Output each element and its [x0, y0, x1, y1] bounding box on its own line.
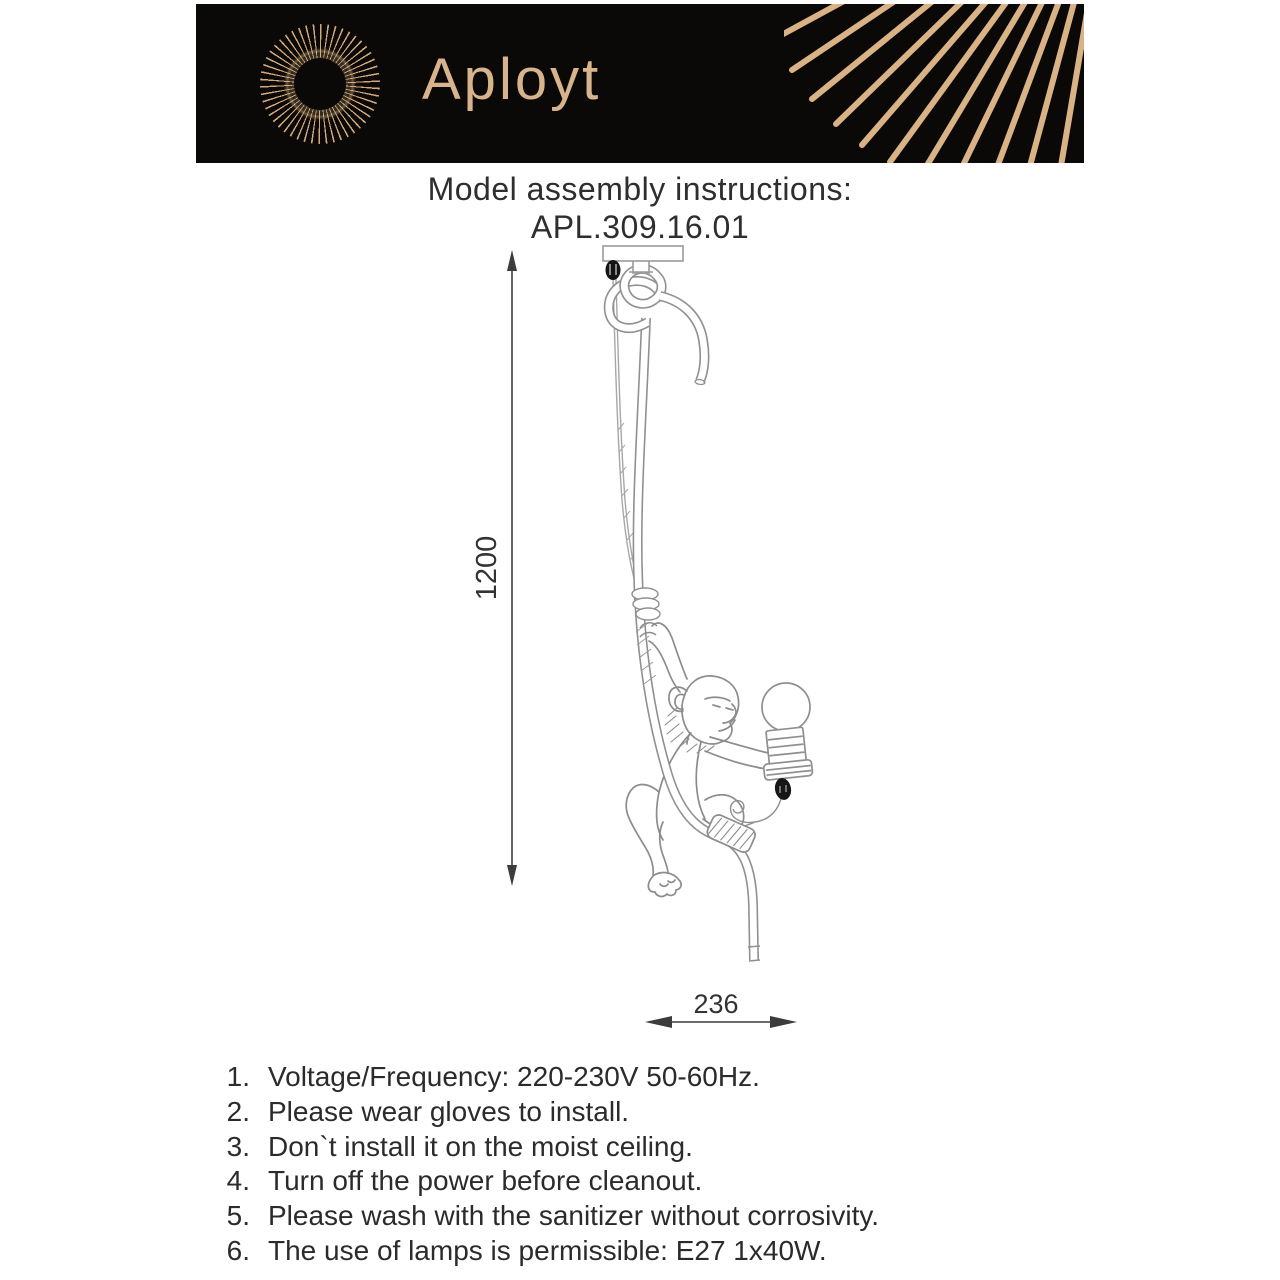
list-item-number: 2. — [226, 1095, 250, 1127]
assembly-diagram — [440, 245, 850, 1040]
grip-foot — [705, 813, 757, 855]
list-item — [206, 1164, 879, 1199]
title-block — [0, 170, 1280, 246]
light-bulb — [714, 683, 813, 831]
main-rope — [632, 318, 760, 961]
list-item-number: 6. — [226, 1234, 250, 1266]
cable-gland — [606, 260, 621, 280]
list-item-text: Voltage/Frequency: 220-230V 50-60Hz. — [268, 1061, 760, 1092]
page-title: Model assembly instructions: — [427, 171, 853, 207]
list-item — [206, 1130, 879, 1165]
height-label: 1200 — [471, 535, 503, 601]
width-label: 236 — [693, 989, 739, 1019]
list-item-text: Turn off the power before cleanout. — [268, 1165, 703, 1197]
rope-tail — [660, 296, 705, 385]
sunburst-logo-icon — [260, 24, 380, 144]
list-item-number: 3. — [226, 1130, 250, 1162]
instruction-list — [206, 1060, 879, 1269]
brand-banner — [196, 4, 1084, 163]
list-item — [206, 1095, 879, 1130]
list-item-number: 1. — [226, 1061, 250, 1092]
brand-wordmark: Aployt — [422, 47, 602, 112]
list-item — [206, 1234, 879, 1269]
list-item — [206, 1060, 879, 1095]
list-item-text: Don`t install it on the moist ceiling. — [268, 1130, 693, 1162]
socket-gland — [773, 777, 793, 801]
list-item — [206, 1199, 879, 1234]
height-dimension — [507, 250, 517, 886]
ceiling-plate — [603, 246, 683, 261]
list-item-number: 5. — [226, 1200, 250, 1232]
model-number: APL.309.16.01 — [530, 209, 750, 245]
rope-knot — [609, 269, 705, 385]
list-item-text: Please wear gloves to install. — [268, 1095, 630, 1127]
list-item-text: Please wash with the sanitizer without corrosivity. — [268, 1200, 880, 1232]
list-item-text: The use of lamps is permissible: E27 1x40W. — [268, 1234, 827, 1266]
list-item-number: 4. — [226, 1165, 250, 1197]
ceiling-mount — [603, 246, 683, 280]
rays-decoration-icon — [784, 4, 1084, 163]
